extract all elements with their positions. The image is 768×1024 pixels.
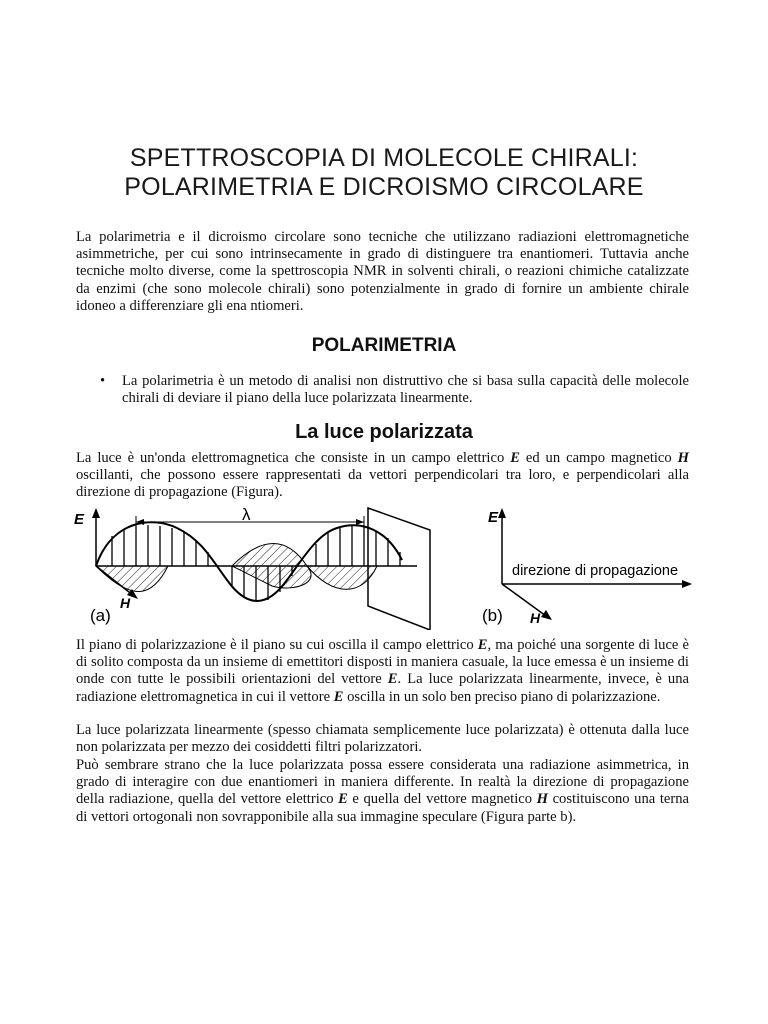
h-wave-lobe <box>307 566 377 589</box>
text-run: . La luce polarizzata linearmente, invece, è una radiazione elettromagnetica in cui il vettore <box>76 671 690 705</box>
text-run: costituiscono una terna di vettori ortogonali non sovrapponibile alla sua immagine speculare (Figura parte b). <box>76 791 689 825</box>
vector-h: H <box>677 450 689 466</box>
paragraph-filtri: La luce polarizzata linearmente (spesso chiamata semplicemente luce polarizzata) è ottenuta dalla luce non polarizzata per mezzo dei cosiddetti filtri polarizzatori. <box>76 722 689 756</box>
section-heading-polarimetria: POLARIMETRIA <box>311 335 457 356</box>
vector-h: H <box>536 791 548 808</box>
triad-propagation-arrow-icon <box>682 580 692 588</box>
vector-e: E <box>387 671 398 688</box>
triad-label-direction: direzione di propagazione <box>512 563 679 579</box>
intro-paragraph: La polarimetria e il dicroismo circolare sono tecniche che utilizzano radiazioni elettromagnetiche asimmetriche, per cui sono intrinsecamente in grado di distinguere tra enantiomeri. Tuttavia anche tecniche molto diverse, come la spettroscopia NMR in solventi chirali, o reazioni chimiche catalizzate da enzimi (che sono molecole chirali) sono potenzialmente in grado di fornire un ambiente chirale idoneo a differenziare gli ena ntiomeri. <box>76 229 689 314</box>
vector-e: E <box>338 791 348 808</box>
vector-triad-b <box>482 508 692 626</box>
section-heading-luce-polarizzata: La luce polarizzata <box>295 421 473 443</box>
triad-e-arrow-icon <box>498 508 506 518</box>
text-run: oscillanti, che possono essere rappresentati da vettori perpendicolari tra loro, e perpendicolari alla direzione di propagazione (Figura). <box>76 467 689 501</box>
vector-e: E <box>477 637 488 653</box>
h-wave-lobe <box>96 566 168 592</box>
bullet-marker: • <box>100 373 106 389</box>
text-run: , ma poiché una sorgente di luce è di solito composta da un insieme di emettitori disposti in maniera casuale, la luce emessa è un insieme di onde con tutte le possibili orientazioni del vettore <box>76 637 689 688</box>
label-h: H <box>120 595 131 611</box>
wave-diagram-a <box>74 505 430 630</box>
vector-e: E <box>333 688 344 705</box>
paragraph-asimmetria <box>76 757 689 826</box>
paragraph-piano <box>76 637 689 706</box>
text-run: La luce è un'onda elettromagnetica che consiste in un campo elettrico <box>76 450 511 466</box>
title-line-2: POLARIMETRIA E DICROISMO CIRCOLARE <box>124 173 644 201</box>
triad-label-e: E <box>488 509 499 526</box>
triad-label-h: H <box>530 610 541 626</box>
text-run: oscilla in un solo ben preciso piano di polarizzazione. <box>343 688 661 705</box>
vector-e: E <box>510 450 520 466</box>
caption-b: (b) <box>482 606 503 625</box>
paragraph-luce <box>76 450 689 502</box>
label-lambda: λ <box>242 505 251 524</box>
caption-a: (a) <box>90 606 111 625</box>
lambda-arrow-right-icon <box>356 519 364 525</box>
page-title <box>0 144 768 202</box>
label-e: E <box>74 511 85 528</box>
text-run: Il piano di polarizzazione è il piano su cui oscilla il campo elettrico <box>76 637 478 653</box>
text-run: Può sembrare strano che la luce polarizzata possa essere considerata una radiazione asimmetrica, in grado di interagire con due enantiomeri in maniera differente. In realtà la direzione di propagazione della radiazione, quella del vettore elettrico <box>76 757 689 808</box>
text-run: ed un campo magnetico <box>519 450 678 466</box>
title-line-1: SPETTROSCOPIA DI MOLECOLE CHIRALI: <box>129 144 639 172</box>
triad-h-arrow-icon <box>541 610 552 620</box>
polarization-plane <box>368 508 430 630</box>
bullet-item: La polarimetria è un metodo di analisi non distruttivo che si basa sulla capacità delle molecole chirali di deviare il piano della luce polarizzata linearmente. <box>122 373 689 407</box>
text-run: e quella del vettore magnetico <box>347 791 537 808</box>
e-axis-arrow-icon <box>92 508 100 518</box>
em-wave-figure <box>72 500 696 630</box>
